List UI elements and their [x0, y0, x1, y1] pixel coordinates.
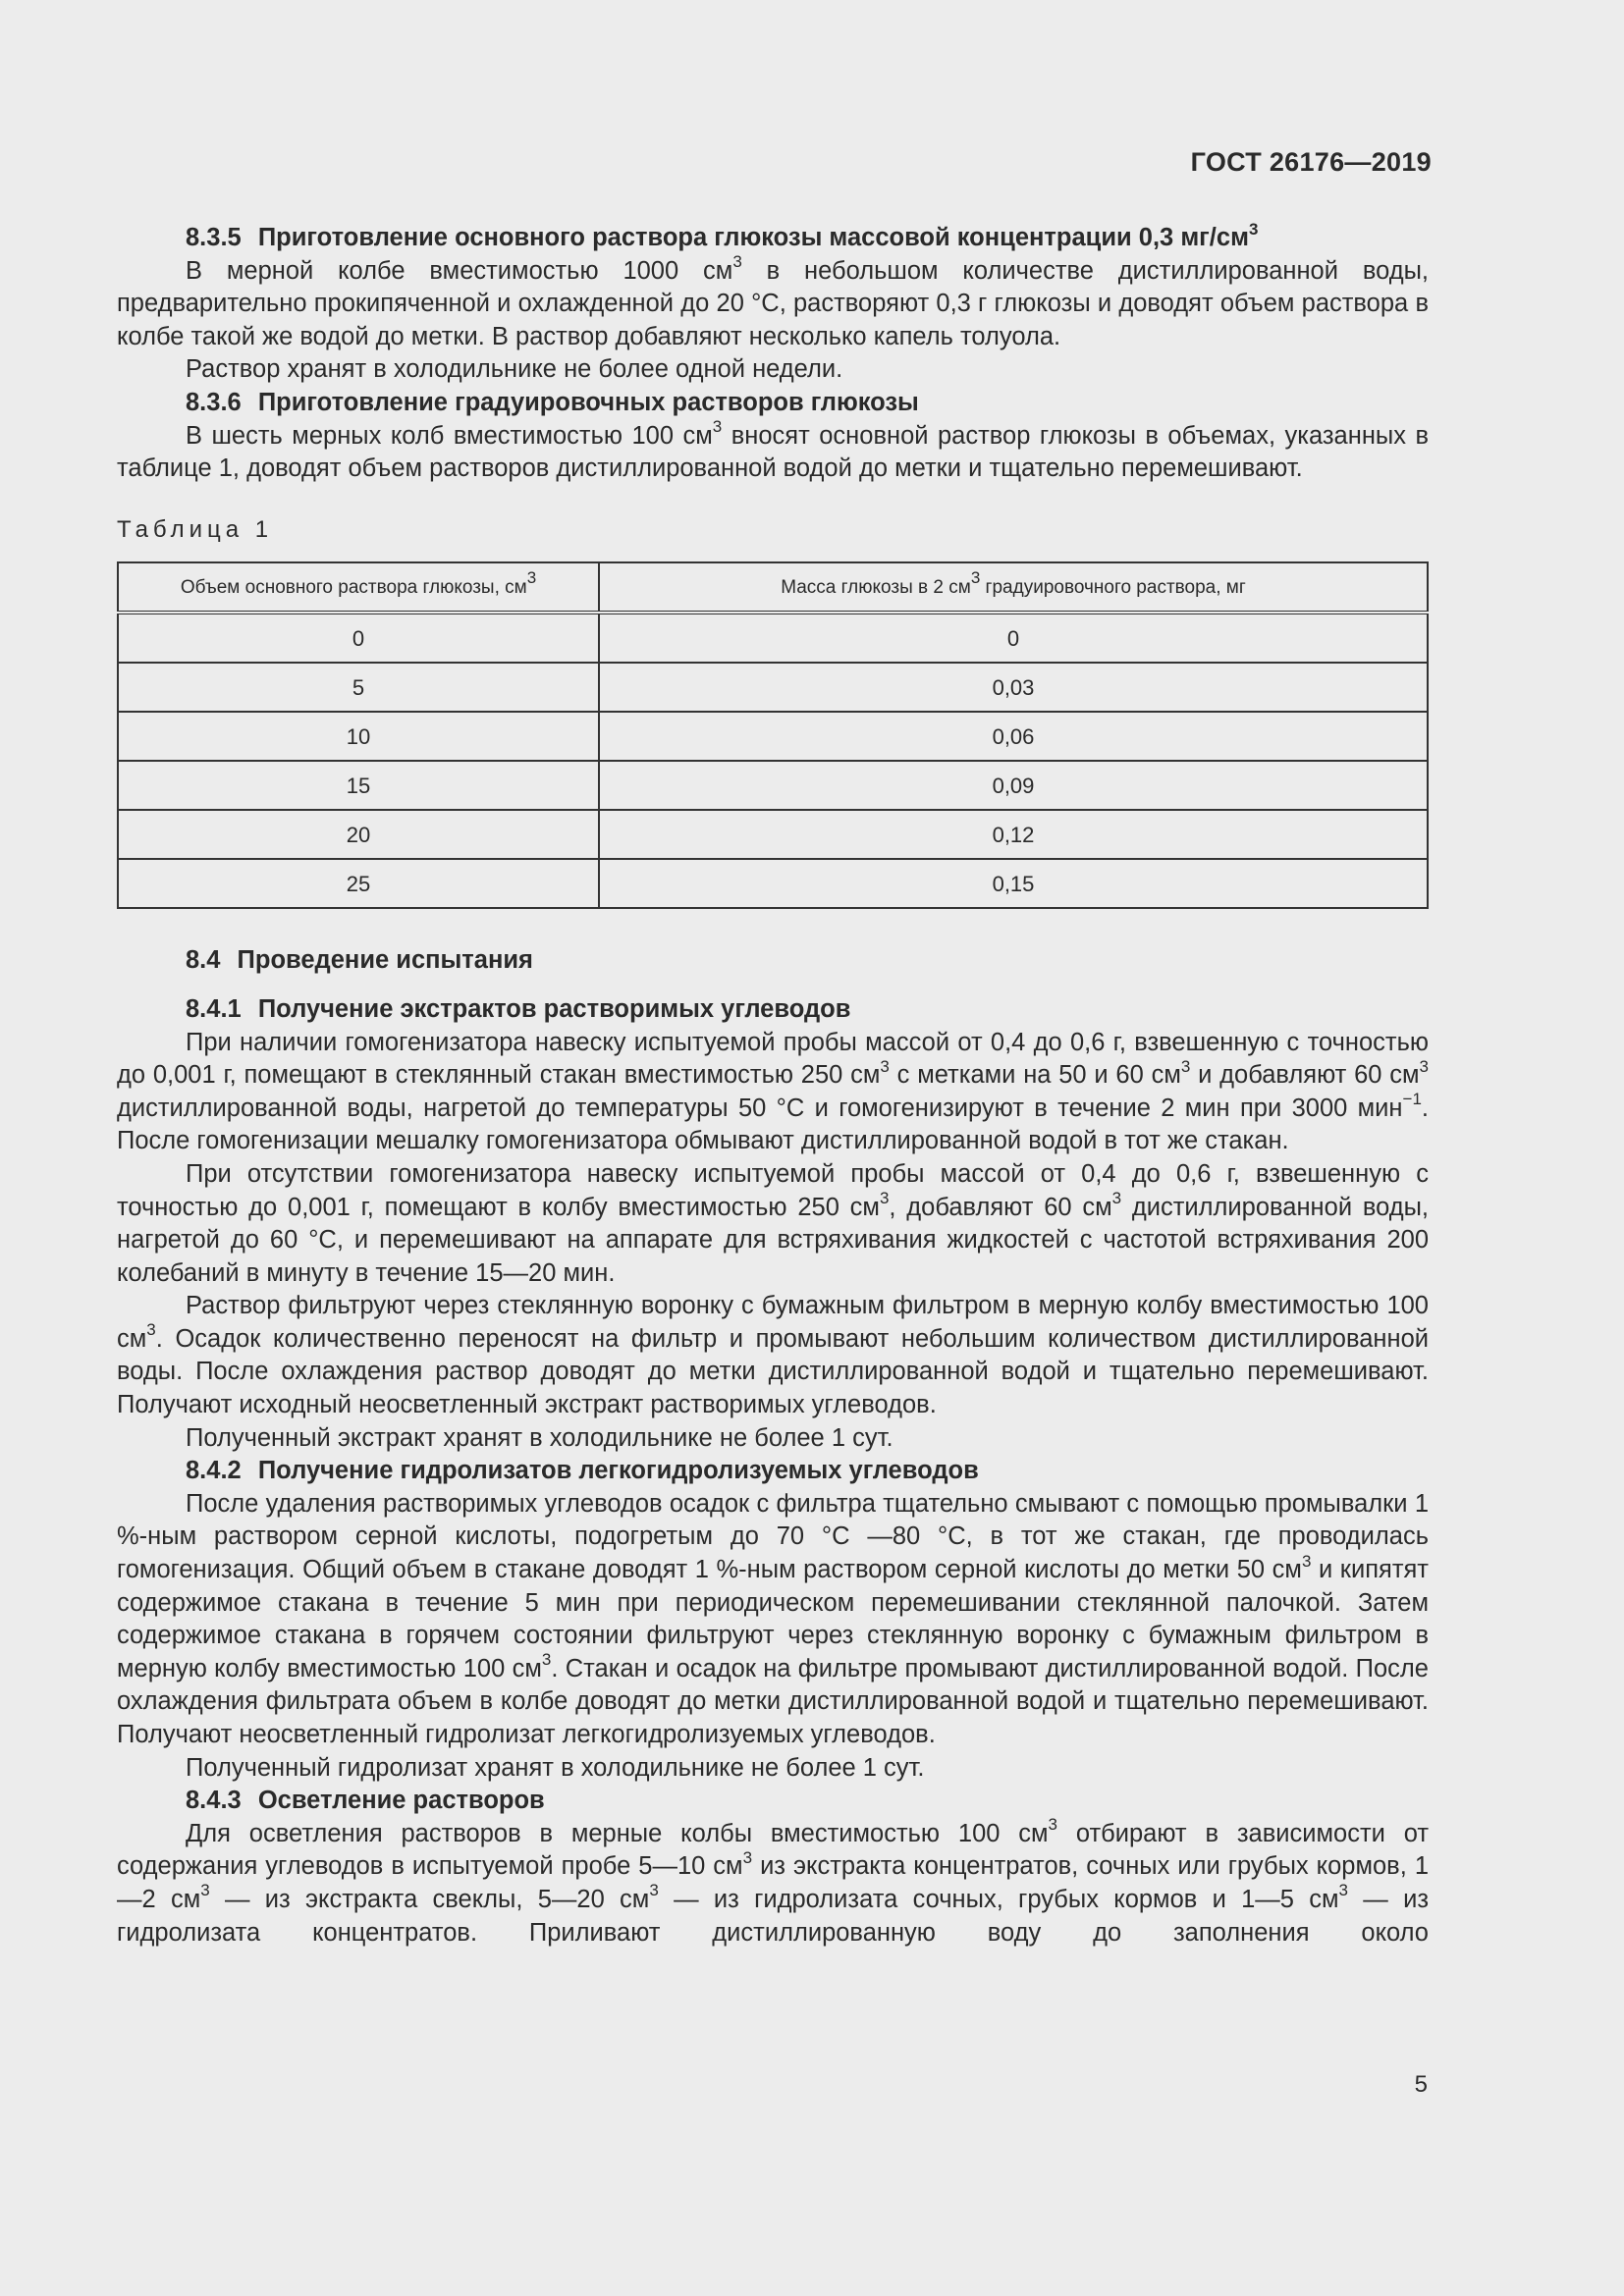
text-run: Для осветления растворов в мерные колбы вместимостью 100 см: [186, 1819, 1049, 1847]
table-cell: 10: [118, 712, 599, 761]
text-run: . После гомогенизации мешалку гомогенизатора обмывают дистиллированной водой в тот же стакан.: [117, 1094, 1429, 1155]
text-run: Масса глюкозы в 2 см: [781, 576, 971, 598]
superscript: 3: [732, 252, 742, 272]
superscript: −1: [1402, 1090, 1422, 1109]
section-title: Проведение испытания: [237, 946, 533, 975]
text-run: Раствор фильтруют через стеклянную воронку с бумажным фильтром в мерную колбу вместимостью 100 см: [117, 1292, 1429, 1353]
paragraph: Полученный экстракт хранят в холодильнике не более 1 сут.: [186, 1423, 893, 1452]
table-cell: 0,15: [599, 859, 1428, 908]
text-run: При наличии гомогенизатора навеску испытуемой пробы массой от 0,4 до 0,6 г, взвешенную с точностью до 0,001 г, помещают в стеклянный стакан вместимостью 250 см: [117, 1028, 1429, 1090]
text-run: . Стакан и осадок на фильтре промывают дистиллированной водой. После охлаждения фильтрата объем в колбе доводят до метки дистиллированной водой и тщательно перемешивают. Получают неосветленный гидролизат легкогидролизуемых углеводов.: [117, 1654, 1429, 1748]
superscript: 3: [1301, 1551, 1312, 1571]
table-row: [118, 859, 1428, 908]
section-heading-8-4-3: [117, 1785, 1429, 1818]
paragraph: Полученный гидролизат хранят в холодильнике не более 1 сут.: [186, 1753, 925, 1782]
table-cell: 0,09: [599, 761, 1428, 810]
paragraph: Раствор хранят в холодильнике не более одной недели.: [186, 355, 843, 384]
document-body: [117, 219, 1430, 1949]
section-number: 8.4.2: [186, 1457, 242, 1485]
section-heading-8-3-5: [117, 219, 1429, 255]
text-run: и кипятят содержимое стакана в течение 5 мин при периодическом перемешивании стеклянной палочкой. Затем содержимое стакана в горячем состоянии фильтруют через стеклянную воронку с бумажным фильтром в мерную колбу вместимостью 100 см: [117, 1556, 1429, 1682]
section-number: 8.3.6: [186, 388, 242, 416]
section-heading-8-3-6: [117, 387, 1429, 420]
section-title: Осветление растворов: [257, 1787, 545, 1815]
paragraph: [117, 417, 1429, 486]
text-run: из экстракта концентратов, сочных или грубых кормов, 1—2 см: [117, 1852, 1429, 1913]
text-run: — из экстракта свеклы, 5—20 см: [209, 1885, 650, 1913]
table-cell: 25: [118, 859, 599, 908]
superscript: 3: [1248, 219, 1259, 239]
text-run: отбирают в зависимости от содержания углеводов в испытуемой пробе 5—10 см: [117, 1819, 1429, 1881]
table-row: [118, 613, 1428, 663]
superscript: 3: [526, 568, 537, 588]
text-run: При отсутствии гомогенизатора навеску испытуемой пробы массой от 0,4 до 0,6 г, взвешенную с точностью до 0,001 г, помещают в колбу вместимостью 250 см: [117, 1159, 1429, 1221]
text-run: — из гидролизата концентратов. Приливают дистиллированную воду до заполнения около: [117, 1885, 1430, 1947]
table-row: [118, 810, 1428, 859]
text-run: и добавляют 60 см: [1190, 1061, 1420, 1090]
table-cell: 0,12: [599, 810, 1428, 859]
section-title: Приготовление градуировочных растворов глюкозы: [257, 388, 919, 416]
text-run: В шесть мерных колб вместимостью 100 см: [186, 421, 713, 450]
superscript: 3: [1338, 1881, 1349, 1900]
table-cell: 0: [118, 613, 599, 663]
superscript: 3: [541, 1650, 552, 1670]
paragraph: [117, 1027, 1429, 1158]
paragraph: [117, 1488, 1429, 1752]
table-caption: Таблица 1: [117, 515, 274, 543]
table-cell: 0,06: [599, 712, 1428, 761]
superscript: 3: [1419, 1056, 1429, 1076]
section-title: Получение экстрактов растворимых углеводов: [257, 994, 851, 1023]
section-number: 8.4.1: [186, 994, 242, 1023]
superscript: 3: [880, 1056, 890, 1076]
section-number: 8.4.3: [186, 1787, 242, 1815]
text-run: После удаления растворимых углеводов осадок с фильтра тщательно смывают с помощью промывалки 1 %-ным раствором серной кислоты, подогретым до 70 °С —80 °С, в тот же стакан, где проводилась гомогенизация. Общий объем в стакане доводят 1 %-ным раствором серной кислоты до метки 50 см: [117, 1489, 1429, 1584]
page-number: 5: [1414, 2071, 1428, 2098]
table-cell: 0,03: [599, 663, 1428, 712]
superscript: 3: [742, 1847, 753, 1867]
table-row: [118, 761, 1428, 810]
section-heading-8-4-2: [117, 1455, 1429, 1488]
superscript: 3: [200, 1881, 210, 1900]
text-run: , добавляют 60 см: [889, 1193, 1112, 1221]
table-header-row: [118, 562, 1428, 613]
table-cell: 20: [118, 810, 599, 859]
paragraph: [117, 252, 1429, 354]
paragraph: [117, 1290, 1429, 1421]
section-number: 8.3.5: [186, 224, 242, 251]
table-row: [118, 712, 1428, 761]
section-heading-8-4-1: [117, 993, 1429, 1027]
table-cell: 5: [118, 663, 599, 712]
section-title: Приготовление основного раствора глюкозы массовой концентрации 0,3 мг/см: [257, 224, 1249, 251]
text-run: в небольшом количестве дистиллированной воды, предварительно прокипяченной и охлажденной до 20 °С, растворяют 0,3 г глюкозы и доводят объем раствора в колбе такой же водой до метки. В раствор добавляют несколько капель толуола.: [117, 256, 1429, 350]
section-heading-8-4: [117, 944, 1429, 978]
text-run: вносят основной раствор глюкозы в объемах, указанных в таблице 1, доводят объем растворов дистиллированной водой до метки и тщательно перемешивают.: [117, 421, 1429, 483]
text-run: с метками на 50 и 60 см: [889, 1061, 1181, 1090]
table-cell: 0: [599, 613, 1428, 663]
text-run: В мерной колбе вместимостью 1000 см: [186, 256, 733, 285]
document-code: ГОСТ 26176—2019: [1190, 147, 1432, 177]
superscript: 3: [649, 1881, 659, 1900]
glucose-calibration-table: [117, 561, 1429, 909]
section-title: Получение гидролизатов легкогидролизуемых углеводов: [257, 1457, 979, 1485]
superscript: 3: [879, 1189, 890, 1207]
paragraph: [117, 1815, 1430, 1949]
text-run: . Осадок количественно переносят на фильтр и промывают небольшим количеством дистиллированной воды. После охлаждения раствор доводят до метки дистиллированной водой и тщательно перемешивают. Получают исходный неосветленный экстракт растворимых углеводов.: [117, 1324, 1429, 1419]
table-row: [118, 663, 1428, 712]
text-run: Объем основного раствора глюкозы, см: [180, 576, 527, 598]
text-run: градуировочного раствора, мг: [980, 576, 1246, 598]
superscript: 3: [146, 1320, 156, 1340]
superscript: 3: [712, 417, 723, 437]
text-run: дистиллированной воды, нагретой до 60 °С, и перемешивают на аппарате для встряхивания жидкостей с частотой встряхивания 200 колебаний в минуту в течение 15—20 мин.: [117, 1193, 1430, 1287]
superscript: 3: [1111, 1189, 1122, 1207]
text-run: — из гидролизата сочных, грубых кормов и 1—5 см: [658, 1885, 1339, 1913]
paragraph: [117, 1158, 1429, 1290]
superscript: 3: [1180, 1056, 1191, 1076]
text-run: дистиллированной воды, нагретой до температуры 50 °С и гомогенизируют в течение 2 мин при 3000 мин: [117, 1094, 1403, 1122]
table-cell: 15: [118, 761, 599, 810]
column-header-volume: [118, 562, 599, 613]
section-number: 8.4: [186, 946, 221, 975]
superscript: 3: [1048, 1815, 1058, 1835]
superscript: 3: [970, 568, 981, 588]
column-header-mass: [599, 562, 1428, 613]
